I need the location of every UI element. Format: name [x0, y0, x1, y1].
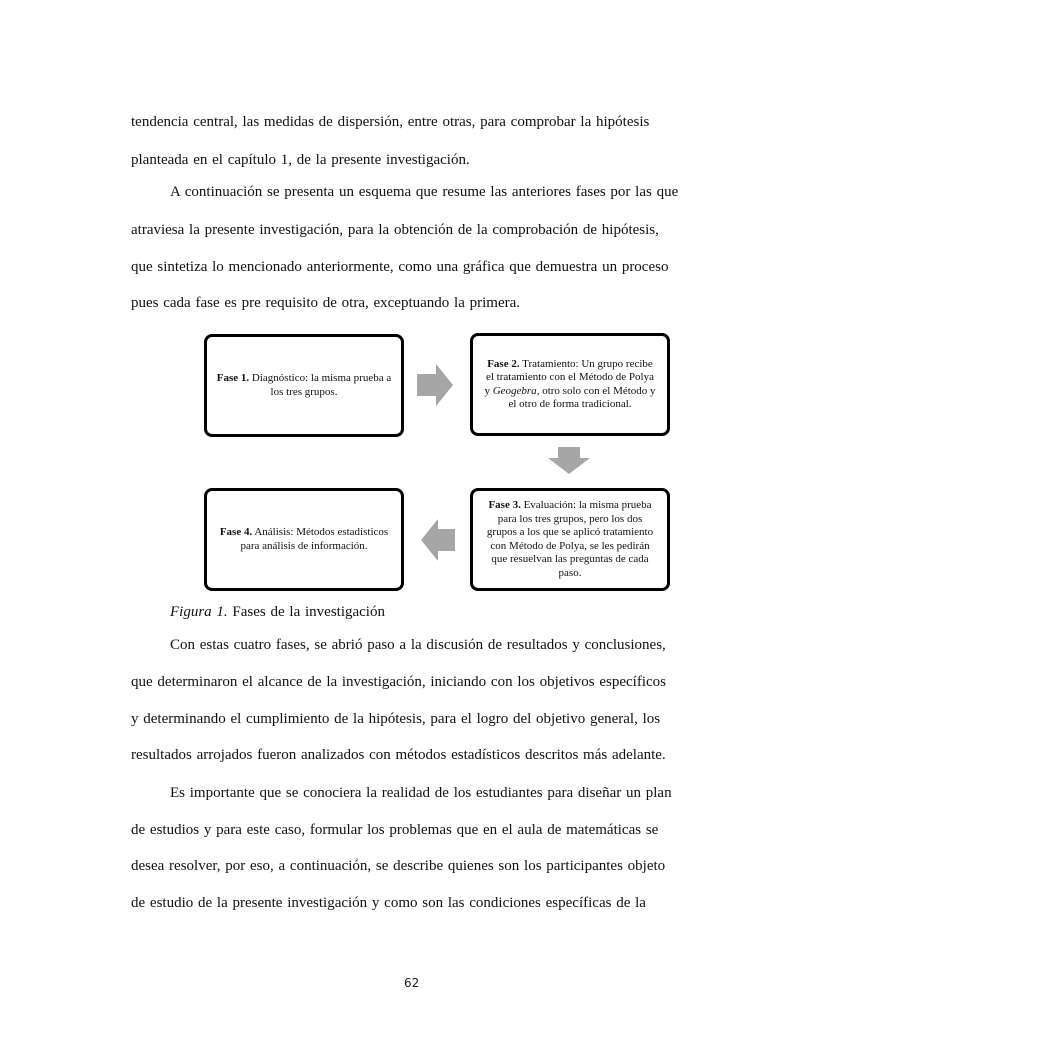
- text-line: planteada en el capítulo 1, de la presente investigación.: [131, 152, 470, 168]
- text-line: atraviesa la presente investigación, para la obtención de la comprobación de hipótesis,: [131, 222, 659, 238]
- text-line: que determinaron el alcance de la investigación, iniciando con los objetivos específicos: [131, 674, 666, 690]
- paragraph-first-line: Es importante que se conociera la realidad de los estudiantes para diseñar un plan: [170, 785, 672, 801]
- page-number: 62: [404, 976, 420, 990]
- text-line: pues cada fase es pre requisito de otra, exceptuando la primera.: [131, 295, 520, 311]
- text-line: de estudio de la presente investigación y como son las condiciones específicas de la: [131, 895, 646, 911]
- phase-3-box: [470, 488, 670, 591]
- phase-1-description: Diagnóstico: la misma prueba a los tres grupos.: [249, 372, 392, 398]
- phase-1-box: [204, 334, 404, 437]
- phase-1-text: [207, 372, 401, 399]
- text-line: que sintetiza lo mencionado anteriormente, como una gráfica que demuestra un proceso: [131, 259, 669, 275]
- phase-3-text: [473, 499, 667, 580]
- phase-4-box: [204, 488, 404, 591]
- phase-2-label: Fase 2.: [487, 357, 520, 370]
- figure-caption-label: Figura 1.: [170, 604, 228, 620]
- phase-2-software-name: Geogebra: [492, 384, 537, 397]
- arrow-down-icon: [548, 447, 591, 475]
- text-line: tendencia central, las medidas de dispersión, entre otras, para comprobar la hipótesis: [131, 114, 650, 130]
- figure-caption: [170, 602, 385, 622]
- text-line: desea resolver, por eso, a continuación, se describe quienes son los participantes objeto: [131, 858, 666, 874]
- arrow-right-icon: [417, 364, 454, 406]
- phase-1-label: Fase 1.: [216, 372, 250, 384]
- phase-3-description: Evaluación: la misma prueba para los tres grupos, pero los dos grupos a los que se aplicó tratamiento con Método de Polya, se les pedirán que resuelvan las preguntas de cada paso.: [486, 499, 654, 579]
- phase-4-label: Fase 4.: [219, 526, 253, 538]
- text-line: y determinando el cumplimiento de la hipótesis, para el logro del objetivo general, los: [131, 711, 661, 727]
- paragraph-first-line: Con estas cuatro fases, se abrió paso a la discusión de resultados y conclusiones,: [170, 637, 666, 653]
- figure-caption-text: Fases de la investigación: [227, 604, 385, 620]
- phase-4-description: Análisis: Métodos estadísticos para análisis de información.: [240, 526, 389, 552]
- phase-2-description: Tratamiento: Un grupo recibe el tratamiento con el Método de Polya y: [484, 357, 654, 397]
- text-line: resultados arrojados fueron analizados con métodos estadísticos descritos más adelante.: [131, 747, 666, 763]
- text-line: de estudios y para este caso, formular los problemas que en el aula de matemáticas se: [131, 822, 659, 838]
- phase-4-text: [207, 526, 401, 553]
- phase-2-box: [470, 333, 670, 436]
- paragraph-first-line: A continuación se presenta un esquema que resume las anteriores fases por las que: [170, 184, 679, 200]
- phase-2-description-end: , otro solo con el Método y el otro de forma tradicional.: [508, 384, 656, 410]
- phase-3-label: Fase 3.: [488, 499, 521, 511]
- arrow-left-icon: [421, 519, 456, 562]
- phase-2-text: [473, 358, 667, 412]
